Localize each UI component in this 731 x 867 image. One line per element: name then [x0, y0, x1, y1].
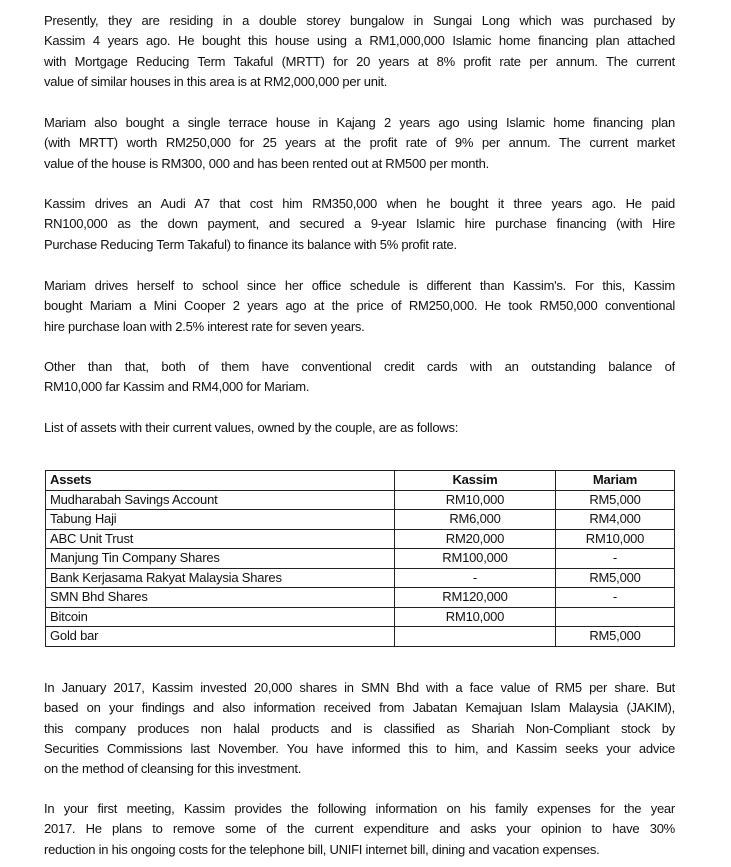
table-row	[46, 529, 675, 549]
asset-name-cell: Bitcoin	[46, 607, 395, 627]
text-line: reduction in his ongoing costs for the telephone bill, UNIFI internet bill, dining and vacation expenses.	[44, 841, 600, 857]
header-mariam: Mariam	[556, 471, 675, 491]
text-line: hire purchase loan with 2.5% interest rate for seven years.	[44, 318, 365, 334]
text-line: RN100,000 as the down payment, and secured a 9-year Islamic hire purchase financing (with Hire	[44, 216, 675, 232]
mariam-value-cell: RM5,000	[556, 490, 675, 510]
asset-name-cell: Gold bar	[46, 627, 395, 647]
text-line: Mariam also bought a single terrace house in Kajang 2 years ago using Islamic home financing plan	[44, 115, 675, 130]
kassim-value-cell	[395, 627, 556, 647]
table-row	[46, 510, 675, 530]
text-line: with Mortgage Reducing Term Takaful (MRTT) for 20 years at 8% profit rate per annum. The current	[44, 53, 675, 69]
mariam-value-cell: RM5,000	[556, 627, 675, 647]
table-row	[46, 490, 675, 510]
asset-name-cell: ABC Unit Trust	[46, 529, 395, 549]
kassim-value-cell: RM10,000	[395, 607, 556, 627]
text-line: In January 2017, Kassim invested 20,000 shares in SMN Bhd with a face value of RM5 per share. But	[44, 680, 675, 695]
text-line: 2017. He plans to remove some of the current expenditure and asks your opinion to have 30%	[44, 821, 675, 837]
text-line: Kassim drives an Audi A7 that cost him RM350,000 when he bought it three years ago. He paid	[44, 196, 675, 211]
paragraph	[44, 678, 675, 779]
paragraph	[44, 11, 675, 92]
asset-name-cell: SMN Bhd Shares	[46, 588, 395, 608]
assets-table	[45, 470, 675, 647]
table-row	[46, 568, 675, 588]
text-line: Purchase Reducing Term Takaful) to finance its balance with 5% profit rate.	[44, 236, 457, 252]
paragraph	[44, 357, 675, 398]
text-line: value of similar houses in this area is at RM2,000,000 per unit.	[44, 73, 388, 89]
paragraph	[44, 418, 675, 438]
kassim-value-cell: RM20,000	[395, 529, 556, 549]
kassim-value-cell: -	[395, 568, 556, 588]
paragraph	[44, 194, 675, 255]
text-line: Mariam drives herself to school since her office schedule is different than Kassim's. For this, Kassim	[44, 278, 675, 293]
text-line: In your first meeting, Kassim provides the following information on his family expenses for the year	[44, 801, 675, 816]
kassim-value-cell: RM100,000	[395, 549, 556, 569]
text-line: Securities Commissions last November. You have informed this to him, and Kassim seeks your advice	[44, 740, 675, 756]
text-line: this company produces non halal products and is classified as Shariah Non-Compliant stock by	[44, 720, 675, 736]
text-line: Kassim 4 years ago. He bought this house using a RM1,000,000 Islamic home financing plan attached	[44, 33, 675, 49]
table-header-row	[46, 471, 675, 491]
asset-name-cell: Bank Kerjasama Rakyat Malaysia Shares	[46, 568, 395, 588]
mariam-value-cell: -	[556, 588, 675, 608]
table-row	[46, 607, 675, 627]
paragraph	[44, 799, 675, 860]
text-line: RM10,000 far Kassim and RM4,000 for Mariam.	[44, 379, 310, 395]
kassim-value-cell: RM120,000	[395, 588, 556, 608]
text-line: bought Mariam a Mini Cooper 2 years ago at the price of RM250,000. He took RM50,000 conventional	[44, 298, 675, 314]
paragraph	[44, 113, 675, 174]
mariam-value-cell	[556, 607, 675, 627]
mariam-value-cell: RM5,000	[556, 568, 675, 588]
mariam-value-cell: -	[556, 549, 675, 569]
table-row	[46, 588, 675, 608]
text-line: List of assets with their current values, owned by the couple, are as follows:	[44, 420, 459, 435]
text-line: Presently, they are residing in a double storey bungalow in Sungai Long which was purchased by	[44, 13, 675, 28]
kassim-value-cell: RM10,000	[395, 490, 556, 510]
text-line: based on your findings and also information received from Jabatan Kemajuan Islam Malaysia (JAKIM),	[44, 700, 675, 716]
header-assets: Assets	[46, 471, 395, 491]
mariam-value-cell: RM10,000	[556, 529, 675, 549]
table-row	[46, 627, 675, 647]
text-line: (with MRTT) worth RM250,000 for 25 years at the profit rate of 9% per annum. The current market	[44, 135, 675, 151]
asset-name-cell: Mudharabah Savings Account	[46, 490, 395, 510]
table-row	[46, 549, 675, 569]
text-line: value of the house is RM300, 000 and has been rented out at RM500 per month.	[44, 155, 489, 171]
asset-name-cell: Tabung Haji	[46, 510, 395, 530]
header-kassim: Kassim	[395, 471, 556, 491]
text-line: Other than that, both of them have conventional credit cards with an outstanding balance of	[44, 359, 675, 374]
asset-name-cell: Manjung Tin Company Shares	[46, 549, 395, 569]
paragraph	[44, 276, 675, 337]
kassim-value-cell: RM6,000	[395, 510, 556, 530]
text-line: on the method of cleansing for this investment.	[44, 761, 302, 777]
mariam-value-cell: RM4,000	[556, 510, 675, 530]
